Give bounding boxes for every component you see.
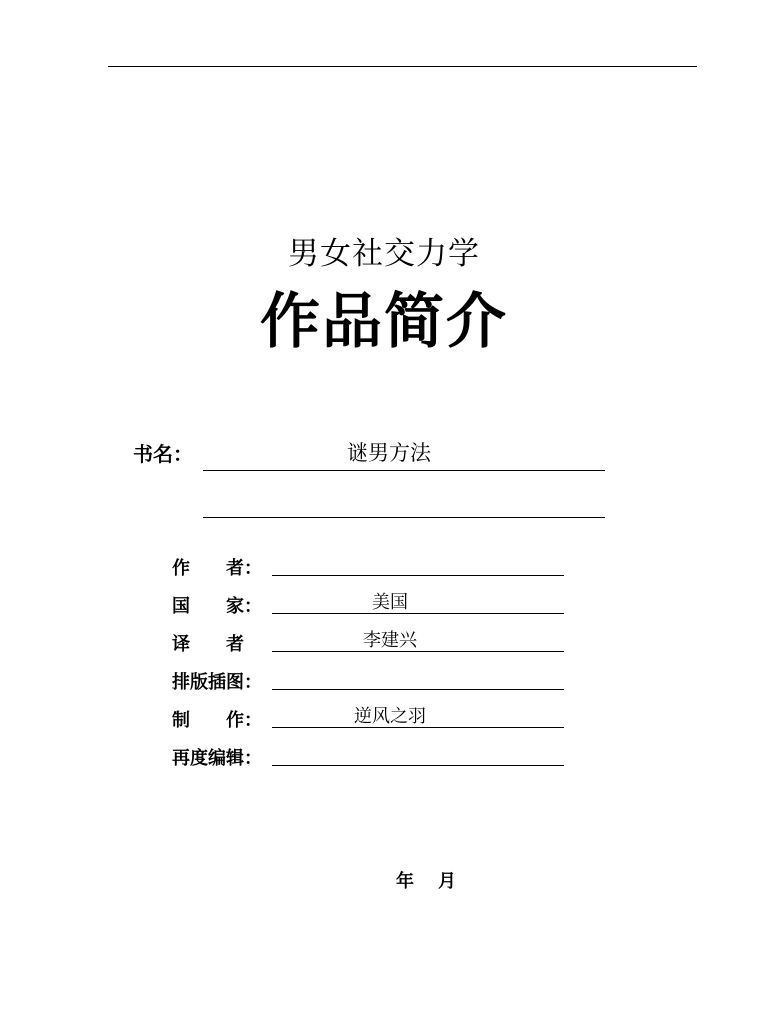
re-editor-underline [272, 765, 564, 766]
page-title: 作品简介 [260, 287, 508, 357]
header-rule [108, 66, 697, 67]
country-value: 美国 [372, 592, 408, 613]
book-name-underline-2 [203, 517, 605, 518]
date-line [396, 871, 456, 893]
producer-underline [272, 727, 564, 728]
translator-value: 李建兴 [363, 630, 417, 651]
book-name-value: 谜男方法 [347, 441, 431, 465]
translator-underline [272, 651, 564, 652]
producer-label: 制 作： [172, 710, 262, 731]
producer-value: 逆风之羽 [354, 706, 426, 727]
month-label: 月 [438, 871, 456, 892]
layout-illustration-underline [272, 689, 564, 690]
book-name-underline-1 [203, 470, 605, 471]
book-name-label: 书名： [133, 442, 193, 466]
layout-illustration-label: 排版插图： [172, 672, 262, 693]
translator-label: 译 者 [172, 634, 244, 655]
country-underline [272, 613, 564, 614]
country-label: 国 家： [172, 596, 262, 617]
book-subtitle: 男女社交力学 [288, 236, 480, 272]
re-editor-label: 再度编辑： [172, 748, 262, 769]
author-label: 作 者： [172, 558, 262, 579]
year-label: 年 [396, 871, 414, 892]
author-underline [272, 575, 564, 576]
